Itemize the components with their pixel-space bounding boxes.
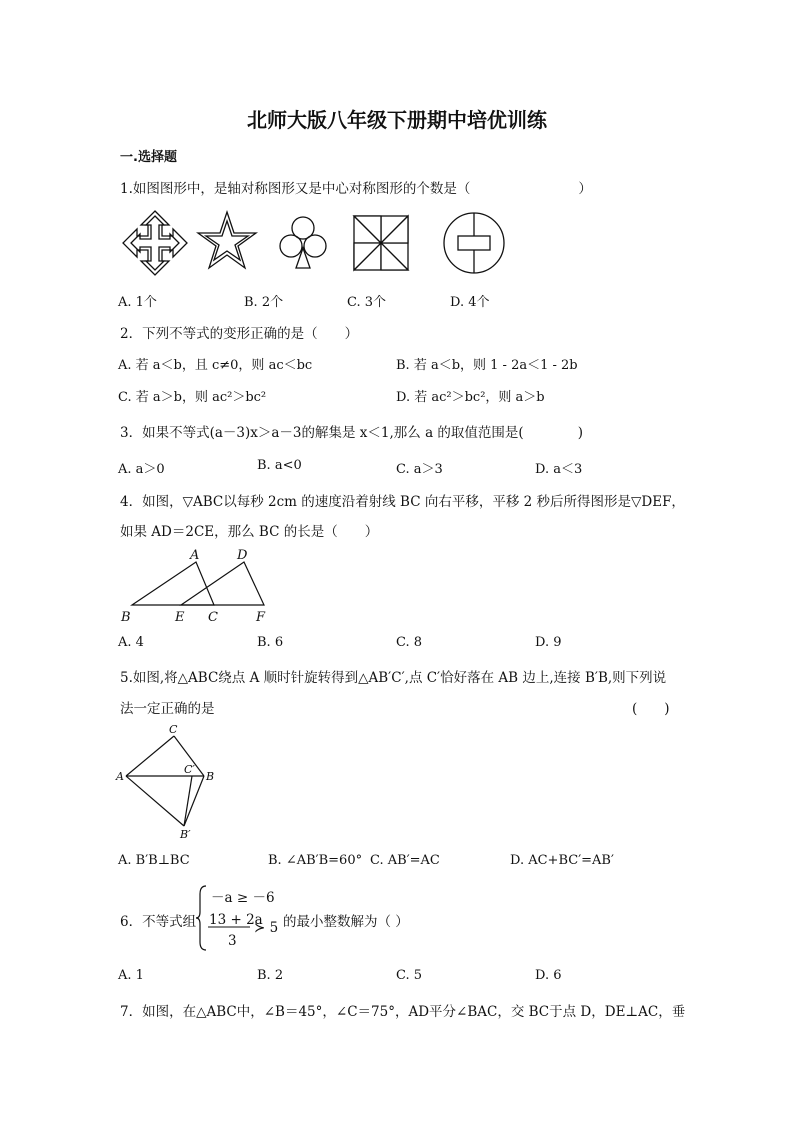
page-title: 北师大版八年级下册期中培优训练 — [247, 108, 547, 132]
system-relation: ≻ 5 — [254, 920, 279, 936]
q2-option-c: C. 若 a＞b，则 ac²＞bc² — [118, 390, 267, 405]
four-arrows-icon — [123, 211, 187, 275]
pinwheel-icon — [354, 216, 408, 270]
question-4-figure — [116, 545, 276, 625]
question-5-answer-paren: ( ) — [632, 701, 670, 717]
q2-option-d: D. 若 ac²＞bc²，则 a＞b — [396, 390, 545, 405]
question-2-stem: 2．下列不等式的变形正确的是（ ） — [120, 326, 359, 342]
question-5-stem-line2: 法一定正确的是 — [120, 701, 215, 717]
question-1-figures — [118, 208, 518, 276]
question-6-stem-suffix: 的最小整数解为（ ） — [283, 914, 409, 930]
label-b-prime: B′ — [180, 828, 191, 841]
label-e: E — [175, 610, 185, 625]
q4-option-d: D. 9 — [535, 635, 562, 650]
label-c-prime: C′ — [184, 763, 195, 776]
q6-option-c: C. 5 — [396, 968, 423, 983]
label-b: B — [121, 610, 131, 625]
q4-option-a: A. 4 — [118, 635, 144, 650]
q1-option-b: B. 2个 — [244, 295, 284, 310]
q3-option-a: A. a＞0 — [118, 462, 165, 477]
q5-option-a: A. B′B⊥BC — [118, 853, 190, 868]
q3-option-b: B. a<0 — [257, 458, 302, 473]
q2-option-b: B. 若 a＜b，则 1 - 2a＜1 - 2b — [396, 358, 578, 373]
q1-option-a: A. 1个 — [118, 295, 157, 310]
question-3-stem: 3．如果不等式(a－3)x＞a－3的解集是 x＜1,那么 a 的取值范围是( ) — [120, 425, 583, 441]
q4-option-c: C. 8 — [396, 635, 423, 650]
question-5-figure — [114, 722, 224, 844]
star-icon — [198, 212, 256, 268]
club-icon — [280, 217, 326, 268]
system-denominator: 3 — [228, 933, 237, 949]
question-5-stem-line1: 5.如图,将△ABC绕点 A 顺时针旋转得到△AB′C′,点 C′恰好落在 AB 边上,连接 B′B,则下列说 — [120, 670, 667, 686]
label-a: A — [190, 548, 200, 563]
q6-option-d: D. 6 — [535, 968, 562, 983]
section-heading: 一.选择题 — [120, 150, 177, 165]
label-f: F — [256, 610, 266, 625]
q6-option-b: B. 2 — [257, 968, 284, 983]
question-6-stem-prefix: 6．不等式组 — [120, 914, 197, 930]
q3-option-d: D. a＜3 — [535, 462, 583, 477]
q5-option-d: D. AC+BC′=AB′ — [510, 853, 614, 868]
circle-rectangle-icon — [444, 213, 504, 273]
question-1-stem: 1.如图图形中，是轴对称图形又是中心对称图形的个数是（ ） — [120, 181, 592, 197]
label-b: B — [206, 770, 215, 783]
system-line-1: －a ≥ －6 — [211, 890, 275, 906]
q5-option-c: C. AB′=AC — [370, 853, 440, 868]
q5-option-b: B. ∠AB′B=60° — [268, 853, 363, 868]
label-c: C — [208, 610, 218, 625]
q4-option-b: B. 6 — [257, 635, 284, 650]
label-a: A — [116, 770, 124, 783]
label-c: C — [169, 723, 178, 736]
q6-option-a: A. 1 — [118, 968, 144, 983]
question-4-stem-line2: 如果 AD＝2CE，那么 BC 的长是（ ） — [120, 524, 379, 540]
q2-option-a: A. 若 a＜b，且 c≠0，则 ac＜bc — [118, 358, 313, 373]
question-7-stem: 7．如图，在△ABC中，∠B＝45°，∠C＝75°，AD平分∠BAC，交 BC于点 D，DE⊥AC，垂 — [120, 1004, 686, 1020]
label-d: D — [237, 548, 248, 563]
q1-option-c: C. 3个 — [347, 295, 387, 310]
q3-option-c: C. a＞3 — [396, 462, 443, 477]
system-numerator: 13 + 2a — [209, 912, 263, 928]
question-4-stem-line1: 4．如图，▽ABC以每秒 2cm 的速度沿着射线 BC 向右平移，平移 2 秒后所得图形是▽DEF， — [120, 494, 685, 510]
q1-option-d: D. 4个 — [450, 295, 490, 310]
